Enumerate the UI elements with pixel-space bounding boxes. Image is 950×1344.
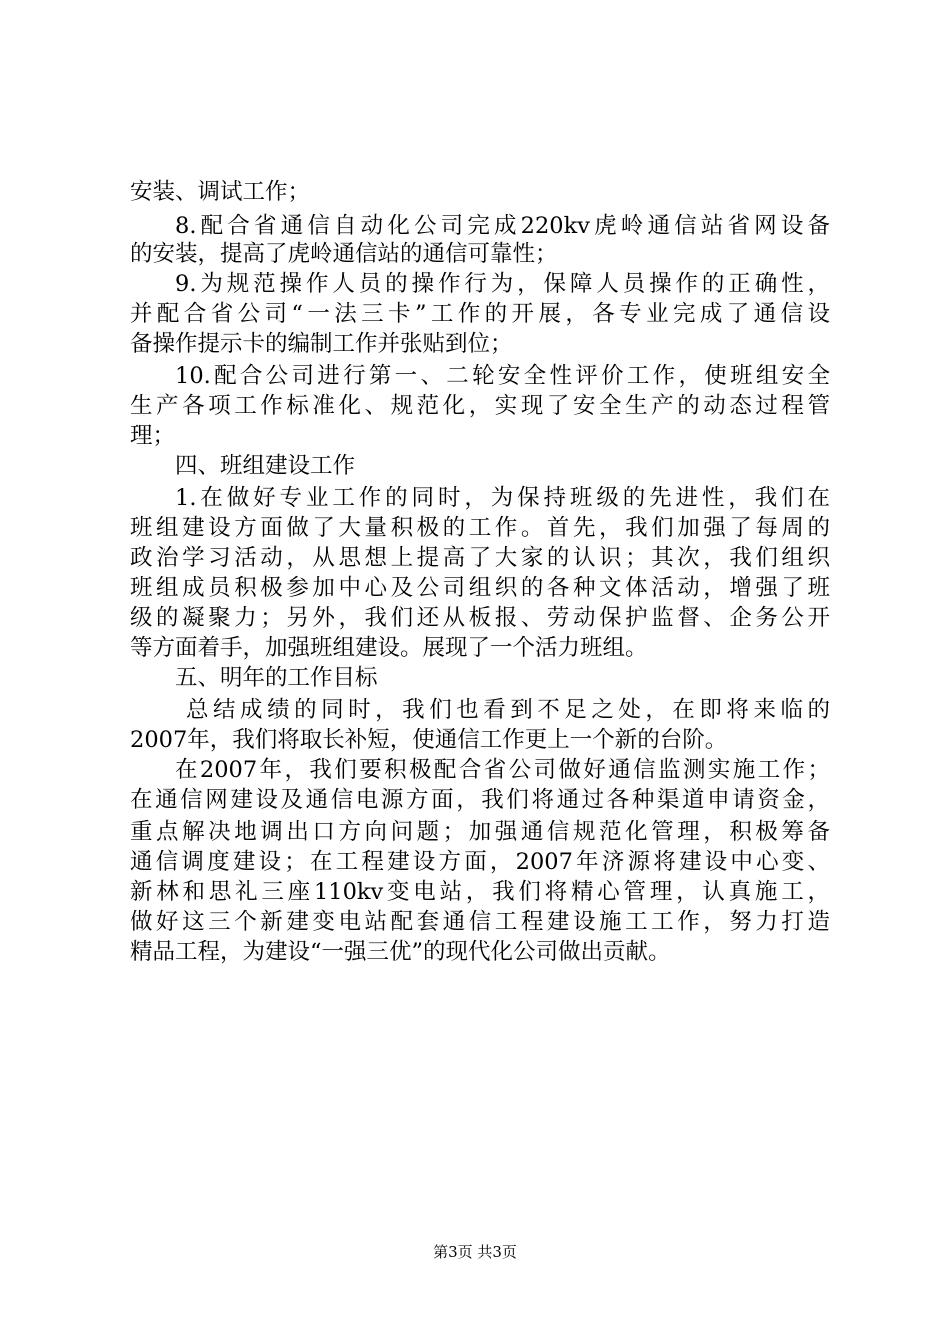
text-line: 1.在做好专业工作的同时，为保持班级的先进性，我们在 xyxy=(175,485,830,511)
text-line: 在通信网建设及通信电源方面，我们将通过各种渠道申请资金， xyxy=(130,787,830,813)
text-line: 级的凝聚力；另外，我们还从板报、劳动保护监督、企务公开 xyxy=(130,605,830,631)
text-line: 新林和思礼三座110kv变电站，我们将精心管理，认真施工， xyxy=(130,879,830,905)
text-line: 等方面着手，加强班组建设。展现了一个活力班组。 xyxy=(130,635,648,661)
section-heading: 五、明年的工作目标 xyxy=(175,665,378,691)
text-line: 8.配合省通信自动化公司完成220kv虎岭通信站省网设备 xyxy=(175,213,830,239)
text-line: 做好这三个新建变电站配套通信工程建设施工工作，努力打造 xyxy=(130,909,830,935)
text-line: 政治学习活动，从思想上提高了大家的认识；其次，我们组织 xyxy=(130,545,830,571)
text-line: 总结成绩的同时，我们也看到不足之处，在即将来临的 xyxy=(186,697,830,723)
page-number-footer: 第3页 共3页 xyxy=(433,1243,517,1261)
text-line: 重点解决地调出口方向问题；加强通信规范化管理，积极筹备 xyxy=(130,819,830,845)
text-line: 班组成员积极参加中心及公司组织的各种文体活动，增强了班 xyxy=(130,575,830,601)
text-line: 备操作提示卡的编制工作并张贴到位； xyxy=(130,331,513,357)
text-line: 精品工程，为建设“一强三优”的现代化公司做出贡献。 xyxy=(130,939,671,965)
text-line: 安装、调试工作； xyxy=(130,179,311,205)
text-line: 10.配合公司进行第一、二轮安全性评价工作，使班组安全 xyxy=(175,363,830,389)
text-line: 9.为规范操作人员的操作行为，保障人员操作的正确性， xyxy=(175,271,830,297)
text-line: 2007年，我们将取长补短，使通信工作更上一个新的台阶。 xyxy=(130,727,728,753)
text-line: 通信调度建设；在工程建设方面，2007年济源将建设中心变、 xyxy=(130,849,830,875)
text-line: 在2007年，我们要积极配合省公司做好通信监测实施工作； xyxy=(175,757,830,783)
text-line: 并配合省公司“一法三卡”工作的开展，各专业完成了通信设 xyxy=(130,301,830,327)
text-line: 班组建设方面做了大量积极的工作。首先，我们加强了每周的 xyxy=(130,515,830,541)
text-line: 的安装，提高了虎岭通信站的通信可靠性； xyxy=(130,241,558,267)
text-line: 理； xyxy=(130,423,176,449)
section-heading: 四、班组建设工作 xyxy=(175,453,356,479)
text-line: 生产各项工作标准化、规范化，实现了安全生产的动态过程管 xyxy=(130,393,830,419)
